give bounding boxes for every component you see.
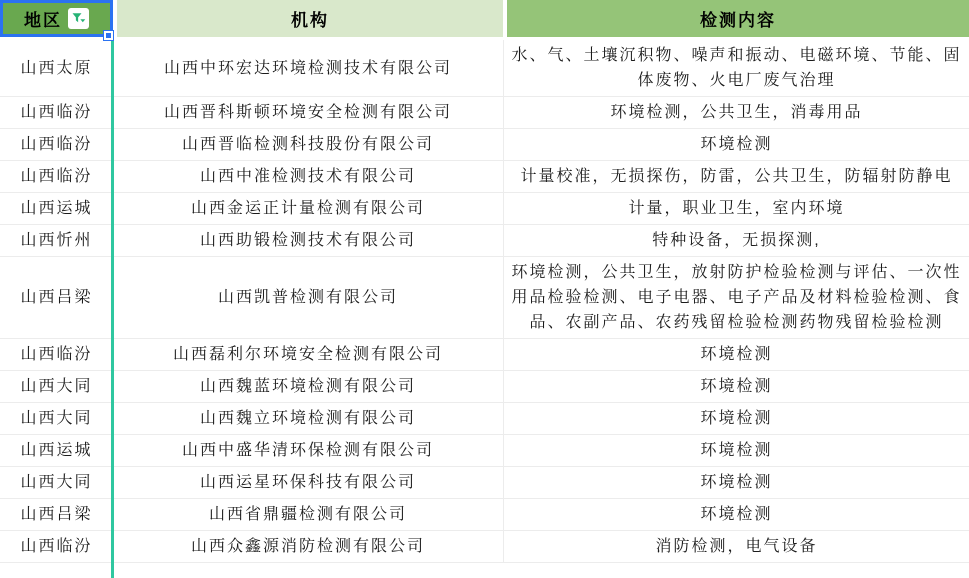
- region-cell[interactable]: 山西运城: [20, 442, 93, 459]
- org-cell[interactable]: 山西晋科斯顿环境安全检测有限公司: [163, 104, 452, 121]
- table-row: [0, 129, 969, 161]
- table-row: [0, 161, 969, 193]
- org-cell[interactable]: 山西运星环保科技有限公司: [199, 474, 416, 491]
- table-row: [0, 97, 969, 129]
- table-row: [0, 339, 969, 371]
- region-cell[interactable]: 山西临汾: [20, 104, 93, 121]
- region-cell[interactable]: 山西大同: [20, 378, 93, 395]
- org-cell[interactable]: 山西中准检测技术有限公司: [199, 168, 416, 185]
- region-cell[interactable]: 山西运城: [20, 200, 93, 217]
- content-cell[interactable]: 水、气、土壤沉积物、噪声和振动、电磁环境、节能、固体废物、火电厂废气治理: [503, 40, 969, 96]
- content-cell[interactable]: 环境检测: [503, 129, 969, 160]
- content-cell[interactable]: 环境检测: [503, 371, 969, 402]
- column-header-content-label: 检测内容: [700, 11, 776, 30]
- region-cell[interactable]: 山西大同: [20, 410, 93, 427]
- region-cell[interactable]: 山西临汾: [20, 168, 93, 185]
- column-header-content[interactable]: [507, 0, 969, 37]
- region-cell[interactable]: 山西临汾: [20, 136, 93, 153]
- table-row: [0, 403, 969, 435]
- table-row: [0, 499, 969, 531]
- active-column-indicator-line: [111, 40, 114, 578]
- content-cell[interactable]: 环境检测: [503, 467, 969, 498]
- org-cell[interactable]: 山西魏蓝环境检测有限公司: [199, 378, 416, 395]
- selection-fill-handle[interactable]: [104, 31, 113, 40]
- content-cell[interactable]: 环境检测，公共卫生，放射防护检验检测与评估、一次性用品检验检测、电子电器、电子产品及材料检验检测、食品、农副产品、农药残留检验检测药物残留检验检测: [503, 257, 969, 338]
- table-row: [0, 40, 969, 97]
- content-cell[interactable]: 计量校准，无损探伤，防雷，公共卫生，防辐射防静电: [503, 161, 969, 192]
- content-cell[interactable]: 消防检测，电气设备: [503, 531, 969, 562]
- table-row: [0, 435, 969, 467]
- column-header-region-label: 地区: [24, 11, 62, 30]
- region-cell[interactable]: 山西吕梁: [20, 506, 93, 523]
- column-header-org-label: 机构: [291, 11, 329, 30]
- table-header-row: [0, 0, 969, 37]
- region-cell[interactable]: 山西太原: [20, 59, 93, 77]
- table-body: [0, 40, 969, 563]
- org-cell[interactable]: 山西众鑫源消防检测有限公司: [190, 538, 425, 555]
- content-cell[interactable]: 环境检测: [503, 403, 969, 434]
- table-row: [0, 467, 969, 499]
- region-cell[interactable]: 山西大同: [20, 474, 93, 491]
- org-cell[interactable]: 山西省鼎疆检测有限公司: [208, 506, 407, 523]
- org-cell[interactable]: 山西晋临检测科技股份有限公司: [181, 136, 434, 153]
- table-row: [0, 225, 969, 257]
- org-cell[interactable]: 山西魏立环境检测有限公司: [199, 410, 416, 427]
- content-cell[interactable]: 特种设备，无损探测,: [503, 225, 969, 256]
- region-cell[interactable]: 山西忻州: [20, 232, 93, 249]
- content-cell[interactable]: 环境检测，公共卫生，消毒用品: [503, 97, 969, 128]
- region-cell[interactable]: 山西临汾: [20, 538, 93, 555]
- org-cell[interactable]: 山西凯普检测有限公司: [217, 289, 398, 306]
- content-cell[interactable]: 环境检测: [503, 435, 969, 466]
- org-cell[interactable]: 山西助锻检测技术有限公司: [199, 232, 416, 249]
- region-cell[interactable]: 山西临汾: [20, 346, 93, 363]
- table-row: [0, 257, 969, 339]
- org-cell[interactable]: 山西金运正计量检测有限公司: [190, 200, 425, 217]
- org-cell[interactable]: 山西中环宏达环境检测技术有限公司: [163, 59, 452, 77]
- table-row: [0, 193, 969, 225]
- content-cell[interactable]: 计量，职业卫生，室内环境: [503, 193, 969, 224]
- table-row: [0, 371, 969, 403]
- column-header-org[interactable]: [117, 0, 503, 37]
- org-cell[interactable]: 山西中盛华清环保检测有限公司: [181, 442, 434, 459]
- org-cell[interactable]: 山西磊利尔环境安全检测有限公司: [172, 346, 443, 363]
- region-cell[interactable]: 山西吕梁: [20, 289, 93, 306]
- content-cell[interactable]: 环境检测: [503, 499, 969, 530]
- table-row: [0, 531, 969, 563]
- content-cell[interactable]: 环境检测: [503, 339, 969, 370]
- filter-funnel-icon[interactable]: [68, 8, 89, 29]
- column-header-region[interactable]: [0, 0, 113, 37]
